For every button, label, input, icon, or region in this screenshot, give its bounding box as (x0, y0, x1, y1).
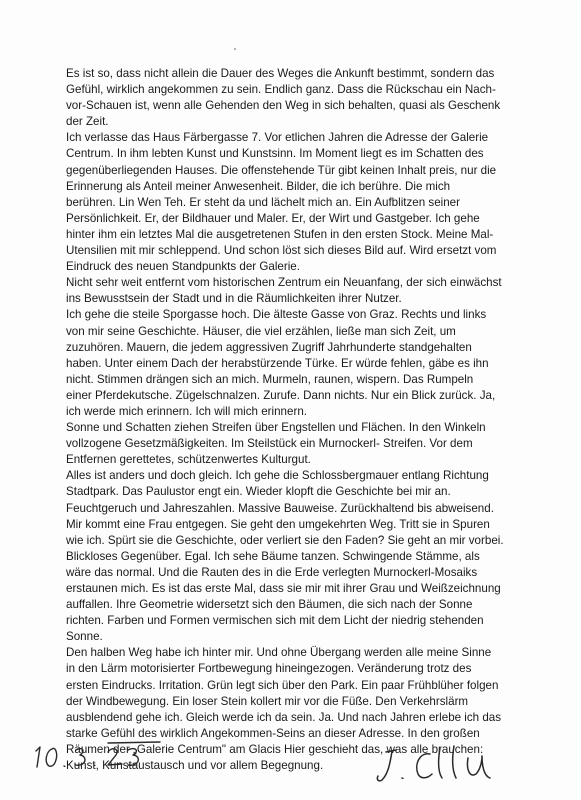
text-line: in den Lärm motorisierter Fortbewegung hineingezogen. Veränderung trotz des (66, 662, 472, 676)
text-line: Feuchtgeruch und Jahreszahlen. Massive Bauweise. Zurückhaltend bis abweisend. (66, 501, 494, 515)
text-line: erstaunen mich. Es ist das erste Mal, dass sie mir mit ihrer Grau und Weißzeichnung (66, 582, 501, 595)
body-text (66, 66, 528, 774)
paragraph-4 (66, 307, 528, 420)
text-line: Persönlichkeit. Er, der Bildhauer und Maler. Er, der Wirt und Gastgeber. Ich gehe (66, 211, 480, 225)
text-line: Centrum. In ihm lebten Kunst und Kunstsinn. Im Moment liegt es im Schatten des (66, 147, 484, 161)
text-line: ich werde mich erinnern. Ich will mich erinnern. (66, 404, 307, 418)
text-line: Eindruck des neuen Standpunkts der Galerie. (66, 260, 300, 274)
text-line: auffallen. Ihre Geometrie widersetzt sich den Bäumen, die sich nach der Sonne (66, 598, 473, 612)
text-line: Gefühl, wirklich angekommen zu sein. Endlich ganz. Dass die Rückschau ein Nach- (66, 83, 496, 97)
text-line: Stadtpark. Das Paulustor engt ein. Wieder klopft die Geschichte bei mir an. (66, 485, 451, 499)
text-line: der Zeit. (66, 115, 109, 129)
text-line: Blickloses Gegenüber. Egal. Ich sehe Bäume tanzen. Schwingende Stämme, als (66, 549, 480, 563)
text-line: hinter ihm ein letztes Mal die ausgetretenen Stufen in den ersten Stock. Meine Mal- (66, 227, 494, 241)
paragraph-5 (66, 420, 528, 468)
paragraph-1 (66, 66, 528, 130)
text-line: Alles ist anders und doch gleich. Ich gehe die Schlossbergmauer entlang Richtung (66, 469, 489, 483)
text-line: vor-Schauen ist, wenn alle Gehenden den Weg in sich behalten, quasi als Geschenk (66, 99, 501, 113)
text-line: Sonne und Schatten ziehen Streifen über Engstellen und Flächen. In den Winkeln (66, 421, 486, 435)
text-line: starke Gefühl des wirklich Angekommen-Seins an dieser Adresse. In den großen (66, 726, 480, 740)
text-line: ausblendend gehe ich. Gleich werde ich da sein. Ja. Und nach Jahren erlebe ich das (66, 710, 502, 724)
text-line: einer Pferdekutsche. Zügelschnalzen. Zurufe. Dann nichts. Nur ein Blick zurück. Ja, (66, 388, 496, 402)
text-line: Mir kommt eine Frau entgegen. Sie geht den umgekehrten Weg. Tritt sie in Spuren (66, 517, 490, 531)
text-line: Sonne. (66, 630, 103, 644)
signature (372, 740, 502, 788)
text-line: Ich verlasse das Haus Färbergasse 7. Vor etlichen Jahren die Adresse der Galerie (66, 131, 489, 145)
scan-speck (234, 48, 236, 50)
text-line: Ich gehe die steile Sporgasse hoch. Die älteste Gasse von Graz. Rechts und links (66, 308, 487, 322)
text-line: Räumen der „Galerie Centrum" am Glacis Hier geschieht das, was alle brauchen: (66, 742, 484, 756)
text-line: vollzogene Gesetzmäßigkeiten. Im Steilstück ein Murnockerl- Streifen. Vor dem (66, 437, 473, 451)
text-line: der Windbewegung. Ein loser Stein kollert mir vor die Füße. Den Verkehrslärm (66, 694, 469, 708)
text-line: wäre das normal. Und die Rauten des in die Erde verlegten Murnockerl-Mosaiks (66, 565, 478, 579)
paragraph-6 (66, 468, 528, 645)
text-line: ersten Eindrucks. Irritation. Grün legt sich über den Park. Ein paar Frühblüher folgen (66, 678, 499, 692)
text-line: Erinnerung als Anteil meiner Anwesenheit. Bilder, die ich berühre. Die mich (66, 179, 451, 193)
text-line: richten. Farben und Formen vermischen sich mit dem Licht der niedrig stehenden (66, 614, 484, 628)
paragraph-3 (66, 275, 528, 307)
handwritten-date (28, 737, 168, 773)
paragraph-2 (66, 130, 528, 275)
text-line: Entfernen gerettetes, schützenwertes Kulturgut. (66, 453, 311, 467)
text-line: zuzuhören. Mauern, die jedem aggressiven Zugriff Jahrhunderte standgehalten (66, 340, 472, 354)
text-line: nicht. Stimmen drängen sich an mich. Murmeln, raunen, wispern. Das Rumpeln (66, 372, 474, 386)
text-line: von mir seine Geschichte. Häuser, die viel erzählen, ließe man sich Zeit, um (66, 324, 456, 338)
text-line: Es ist so, dass nicht allein die Dauer des Weges die Ankunft bestimmt, sondern das (66, 67, 495, 80)
text-line: gegenüberliegenden Hauses. Die offenstehende Tür gibt keinen Inhalt preis, nur die (66, 163, 497, 177)
text-line: Utensilien mit mir schleppend. Und schon löst sich dieses Bild auf. Wird ersetzt vom (66, 244, 497, 258)
text-line: berühren. Lin Wen Teh. Er steht da und lächelt mich an. Ein Aufblitzen seiner (66, 195, 460, 209)
text-line: haben. Unter einem Dach der herabstürzende Türke. Er würde fehlen, gäbe es ihn (66, 356, 489, 370)
text-line: wie ich. Spürt sie die Geschichte, oder verliert sie den Faden? Sie geht an mir vorbei. (66, 533, 504, 547)
text-line: Den halben Weg habe ich hinter mir. Und ohne Übergang werden alle meine Sinne (66, 646, 492, 660)
text-line: ins Bewusstsein der Stadt und in die Räumlichkeiten ihrer Nutzer. (66, 292, 402, 306)
text-line: Kunst, Kunstaustausch und vor allem Begegnung. (66, 759, 324, 773)
text-line: Nicht sehr weit entfernt vom historischen Zentrum ein Neuanfang, der sich einwächst (66, 276, 502, 290)
